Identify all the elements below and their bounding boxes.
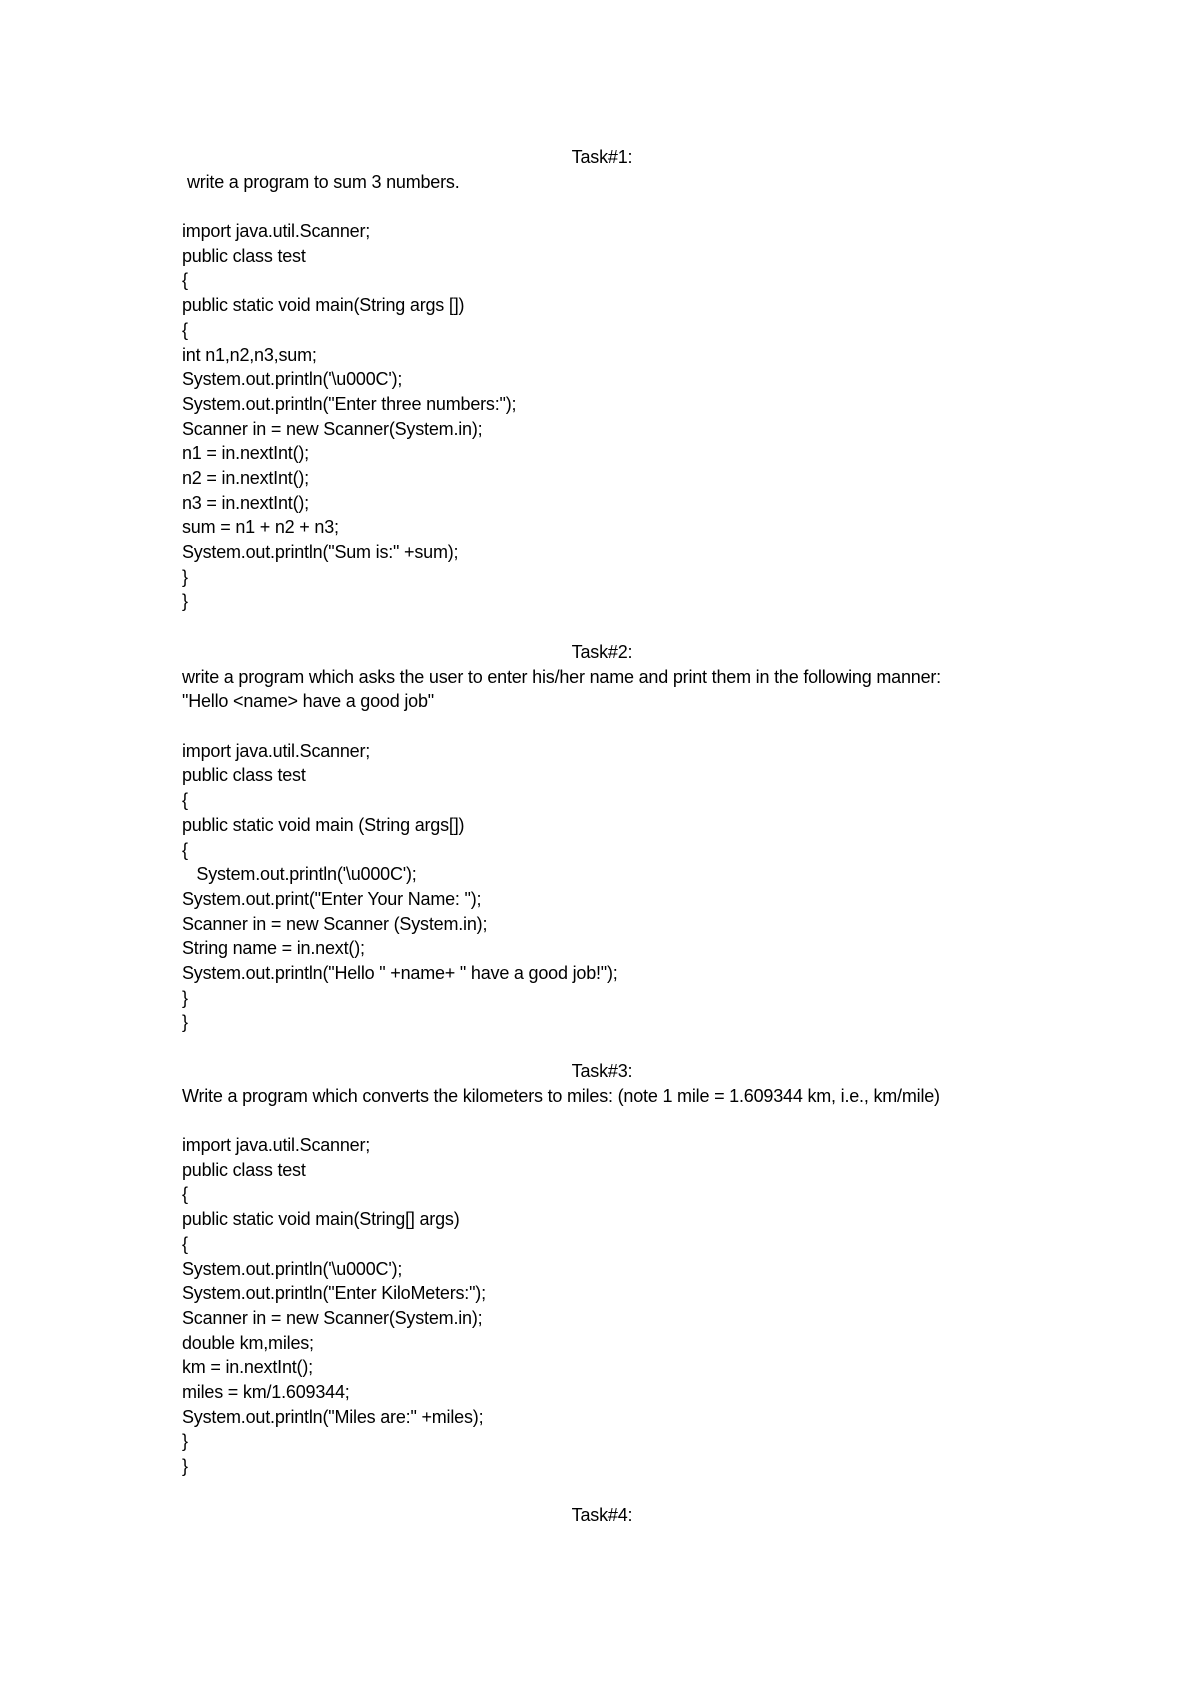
task-heading: Task#2: [571, 642, 633, 662]
code-line: } [182, 987, 188, 1008]
blank-line [182, 194, 1042, 219]
code-line: sum = n1 + n2 + n3; [182, 517, 339, 538]
code-block [182, 739, 1042, 1035]
task-heading: Task#3: [571, 1061, 633, 1081]
code-line: } [182, 1456, 188, 1476]
code-line: import java.util.Scanner; [182, 1135, 371, 1156]
code-line: System.out.print("Enter Your Name: "); [182, 888, 482, 909]
code-line: n1 = in.nextInt(); [182, 443, 309, 464]
task-heading: Task#1: [571, 147, 633, 167]
code-block [182, 219, 1042, 614]
code-line: { [182, 1184, 188, 1205]
code-line: km = in.nextInt(); [182, 1357, 313, 1378]
task-2-section [182, 640, 1042, 1035]
code-line: String name = in.next(); [182, 938, 365, 959]
blank-line [182, 714, 1042, 739]
code-line: int n1,n2,n3,sum; [182, 344, 317, 365]
task-description-line: write a program to sum 3 numbers. [187, 171, 460, 192]
task-3-section [182, 1059, 1042, 1479]
task-4-section [182, 1503, 1042, 1528]
task-description-line: Write a program which converts the kilometers to miles: (note 1 mile = 1.609344 km, i.e., km/mile) [182, 1085, 940, 1106]
code-line: System.out.println("Enter KiloMeters:"); [182, 1283, 486, 1304]
code-line: { [182, 839, 188, 860]
code-line: System.out.println('\u000C'); [182, 864, 417, 885]
code-line: { [182, 270, 188, 291]
code-line: Scanner in = new Scanner(System.in); [182, 418, 483, 439]
code-line: n3 = in.nextInt(); [182, 492, 309, 513]
code-block [182, 1133, 1042, 1479]
code-line: System.out.println("Miles are:" +miles); [182, 1406, 484, 1427]
code-line: { [182, 1233, 188, 1254]
code-line: import java.util.Scanner; [182, 221, 371, 242]
code-line: } [182, 1012, 188, 1033]
code-line: public static void main (String args[]) [182, 814, 465, 835]
code-line: { [182, 790, 188, 811]
code-line: public static void main(String args []) [182, 295, 465, 316]
blank-line [182, 1108, 1042, 1133]
code-line: System.out.println('\u000C'); [182, 1258, 403, 1279]
code-line: Scanner in = new Scanner (System.in); [182, 913, 488, 934]
code-line: n2 = in.nextInt(); [182, 467, 309, 488]
code-line: System.out.println('\u000C'); [182, 369, 403, 390]
code-line: System.out.println("Enter three numbers:"); [182, 393, 517, 414]
task-heading: Task#4: [571, 1505, 633, 1525]
code-line: System.out.println("Hello " +name+ " have a good job!"); [182, 962, 618, 983]
code-line: public class test [182, 1159, 306, 1180]
code-line: public class test [182, 245, 306, 266]
code-line: } [182, 566, 188, 587]
code-line: double km,miles; [182, 1332, 314, 1353]
task-1-section [182, 145, 1042, 614]
code-line: { [182, 319, 188, 340]
task-description-line: "Hello <name> have a good job" [182, 691, 434, 712]
code-line: System.out.println("Sum is:" +sum); [182, 542, 459, 562]
code-line: public class test [182, 765, 306, 786]
code-line: } [182, 591, 188, 612]
code-line: public static void main(String[] args) [182, 1209, 460, 1230]
code-line: import java.util.Scanner; [182, 740, 371, 761]
task-description-line: write a program which asks the user to enter his/her name and print them in the following manner: [182, 666, 941, 687]
code-line: miles = km/1.609344; [182, 1381, 350, 1402]
code-line: Scanner in = new Scanner(System.in); [182, 1307, 483, 1328]
code-line: } [182, 1431, 188, 1452]
